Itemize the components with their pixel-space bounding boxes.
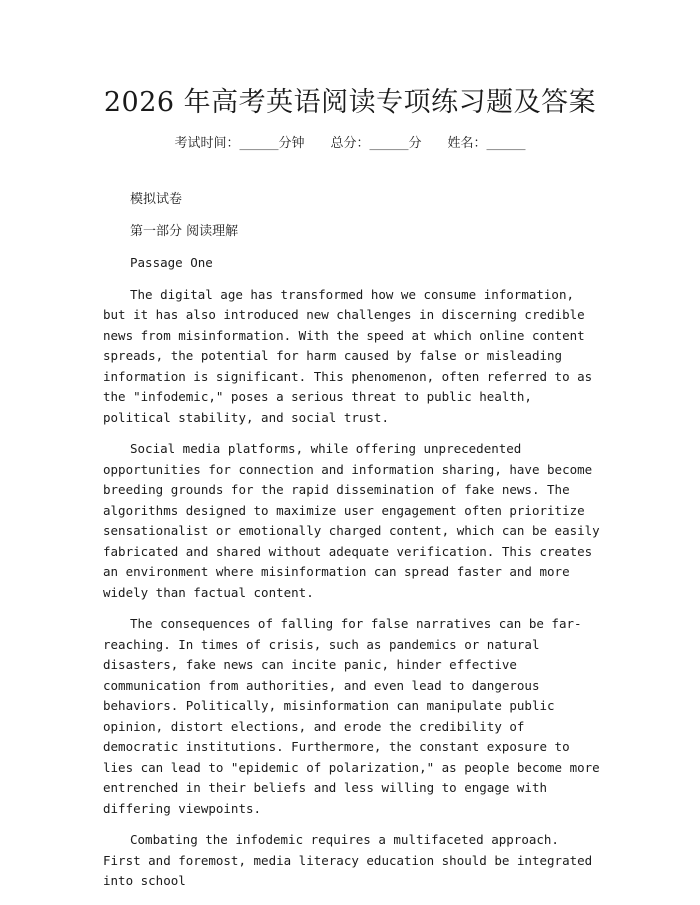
passage-title: Passage One xyxy=(130,255,213,270)
total-score-field: 总分：______分 xyxy=(330,136,422,151)
name-field: 姓名：______ xyxy=(447,136,526,151)
document-body xyxy=(103,190,603,903)
exam-time-field: 考试时间：______分钟 xyxy=(174,136,305,151)
exam-info-line xyxy=(0,132,700,151)
section-part1-heading: 第一部分 阅读理解 xyxy=(130,223,239,239)
section-mock-heading: 模拟试卷 xyxy=(130,192,183,207)
passage-paragraph: Social media platforms, while offering unprecedented opportunities for connection and information sharing, have become breeding grounds for the rapid dissemination of fake news. The algorithms designed to maximize user engagement often prioritize sensationalist or emotionally charged content, which can be easily fabricated and shared without adequate verification. This creates an environment where misinformation can spread faster and more widely than factual content. xyxy=(103,441,600,600)
passage-paragraph: Combating the infodemic requires a multifaceted approach. First and foremost, media literacy education should be integrated into school xyxy=(103,832,593,888)
document-title: 2026 年高考英语阅读专项练习题及答案 xyxy=(103,87,597,118)
passage-paragraph: The consequences of falling for false narratives can be far-reaching. In times of crisis, such as pandemics or natural disasters, fake news can incite panic, hinder effective communication from authorities, and even lead to dangerous behaviors. Politically, misinformation can manipulate public opinion, distort elections, and erode the credibility of democratic institutions. Furthermore, the constant exposure to lies can lead to "epidemic of polarization," as people become more entrenched in their beliefs and less willing to engage with differing viewpoints. xyxy=(103,616,600,816)
passage-paragraph: The digital age has transformed how we consume information, but it has also introduced new challenges in discerning credible news from misinformation. With the speed at which online content spreads, the potential for harm caused by false or misleading information is significant. This phenomenon, often referred to as the "infodemic," poses a serious threat to public health, political stability, and social trust. xyxy=(103,286,593,425)
